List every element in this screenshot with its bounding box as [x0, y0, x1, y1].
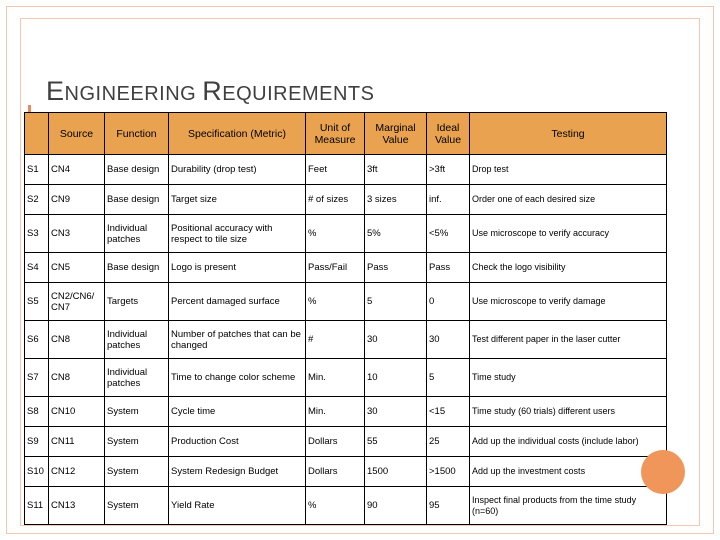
cell-unit: Min.	[306, 359, 365, 397]
cell-function: Targets	[105, 283, 169, 321]
cell-unit: Dollars	[306, 457, 365, 487]
cell-ideal-value: 30	[427, 321, 470, 359]
cell-unit: Feet	[306, 155, 365, 185]
cell-ideal-value: >3ft	[427, 155, 470, 185]
cell-ideal-value: 0	[427, 283, 470, 321]
cell-function: Individual patches	[105, 321, 169, 359]
header-ideal: Ideal Value	[427, 113, 470, 155]
cell-testing: Time study	[470, 359, 667, 397]
cell-marginal-value: 1500	[365, 457, 427, 487]
cell-row-id: S1	[25, 155, 49, 185]
header-unit: Unit of Measure	[306, 113, 365, 155]
header-specification: Specification (Metric)	[169, 113, 306, 155]
cell-marginal-value: 90	[365, 487, 427, 525]
header-marginal: Marginal Value	[365, 113, 427, 155]
cell-marginal-value: 5%	[365, 215, 427, 253]
cell-row-id: S3	[25, 215, 49, 253]
cell-row-id: S10	[25, 457, 49, 487]
cell-row-id: S4	[25, 253, 49, 283]
cell-specification: Time to change color scheme	[169, 359, 306, 397]
cell-ideal-value: >1500	[427, 457, 470, 487]
cell-testing: Order one of each desired size	[470, 185, 667, 215]
cell-marginal-value: 3 sizes	[365, 185, 427, 215]
cell-testing: Use microscope to verify damage	[470, 283, 667, 321]
cell-marginal-value: Pass	[365, 253, 427, 283]
cell-row-id: S9	[25, 427, 49, 457]
title-initial-r: R	[202, 76, 223, 106]
cell-testing: Inspect final products from the time study (n=60)	[470, 487, 667, 525]
slide-title	[46, 76, 374, 107]
table-row	[25, 321, 667, 359]
cell-source: CN11	[49, 427, 105, 457]
cell-unit: Min.	[306, 397, 365, 427]
cell-source: CN4	[49, 155, 105, 185]
cell-function: Individual patches	[105, 215, 169, 253]
cell-testing: Drop test	[470, 155, 667, 185]
cell-testing: Test different paper in the laser cutter	[470, 321, 667, 359]
cell-ideal-value: 25	[427, 427, 470, 457]
cell-unit: %	[306, 283, 365, 321]
cell-source: CN8	[49, 321, 105, 359]
cell-marginal-value: 55	[365, 427, 427, 457]
engineering-requirements-table	[24, 112, 667, 525]
table-body	[25, 155, 667, 525]
table-row	[25, 283, 667, 321]
cell-source: CN8	[49, 359, 105, 397]
cell-source: CN5	[49, 253, 105, 283]
cell-specification: Production Cost	[169, 427, 306, 457]
cell-ideal-value: 5	[427, 359, 470, 397]
cell-source: CN12	[49, 457, 105, 487]
cell-testing: Add up the investment costs	[470, 457, 667, 487]
table-row	[25, 487, 667, 525]
cell-function: System	[105, 427, 169, 457]
header-source: Source	[49, 113, 105, 155]
table-header-row	[25, 113, 667, 155]
table-row	[25, 155, 667, 185]
cell-function: Base design	[105, 253, 169, 283]
cell-row-id: S2	[25, 185, 49, 215]
cell-function: Base design	[105, 185, 169, 215]
cell-marginal-value: 30	[365, 397, 427, 427]
cell-function: System	[105, 457, 169, 487]
decorative-accent-circle	[641, 450, 685, 494]
table-row	[25, 457, 667, 487]
cell-specification: System Redesign Budget	[169, 457, 306, 487]
title-initial-e: E	[46, 76, 65, 106]
cell-source: CN3	[49, 215, 105, 253]
cell-row-id: S6	[25, 321, 49, 359]
table-row	[25, 397, 667, 427]
title-word-requirements: EQUIREMENTS	[222, 83, 375, 105]
cell-row-id: S5	[25, 283, 49, 321]
cell-specification: Logo is present	[169, 253, 306, 283]
cell-ideal-value: <5%	[427, 215, 470, 253]
cell-row-id: S8	[25, 397, 49, 427]
cell-testing: Add up the individual costs (include labor)	[470, 427, 667, 457]
header-id	[25, 113, 49, 155]
cell-unit: %	[306, 215, 365, 253]
cell-unit: Dollars	[306, 427, 365, 457]
table-row	[25, 253, 667, 283]
cell-specification: Positional accuracy with respect to tile size	[169, 215, 306, 253]
cell-marginal-value: 10	[365, 359, 427, 397]
cell-specification: Target size	[169, 185, 306, 215]
cell-marginal-value: 3ft	[365, 155, 427, 185]
cell-specification: Durability (drop test)	[169, 155, 306, 185]
cell-function: Base design	[105, 155, 169, 185]
header-testing: Testing	[470, 113, 667, 155]
cell-ideal-value: inf.	[427, 185, 470, 215]
title-word-engineering: NGINEERING	[64, 83, 197, 105]
cell-function: System	[105, 397, 169, 427]
table-row	[25, 359, 667, 397]
cell-ideal-value: 95	[427, 487, 470, 525]
cell-unit: #	[306, 321, 365, 359]
cell-source: CN2/CN6/ CN7	[49, 283, 105, 321]
cell-marginal-value: 30	[365, 321, 427, 359]
cell-function: Individual patches	[105, 359, 169, 397]
cell-source: CN9	[49, 185, 105, 215]
table-row	[25, 215, 667, 253]
cell-row-id: S11	[25, 487, 49, 525]
cell-unit: # of sizes	[306, 185, 365, 215]
cell-source: CN10	[49, 397, 105, 427]
cell-specification: Cycle time	[169, 397, 306, 427]
cell-unit: Pass/Fail	[306, 253, 365, 283]
table-row	[25, 185, 667, 215]
cell-row-id: S7	[25, 359, 49, 397]
cell-specification: Percent damaged surface	[169, 283, 306, 321]
cell-testing: Time study (60 trials) different users	[470, 397, 667, 427]
cell-testing: Check the logo visibility	[470, 253, 667, 283]
cell-specification: Number of patches that can be changed	[169, 321, 306, 359]
cell-ideal-value: <15	[427, 397, 470, 427]
table-row	[25, 427, 667, 457]
cell-testing: Use microscope to verify accuracy	[470, 215, 667, 253]
cell-function: System	[105, 487, 169, 525]
cell-specification: Yield Rate	[169, 487, 306, 525]
header-function: Function	[105, 113, 169, 155]
cell-source: CN13	[49, 487, 105, 525]
cell-unit: %	[306, 487, 365, 525]
cell-ideal-value: Pass	[427, 253, 470, 283]
cell-marginal-value: 5	[365, 283, 427, 321]
